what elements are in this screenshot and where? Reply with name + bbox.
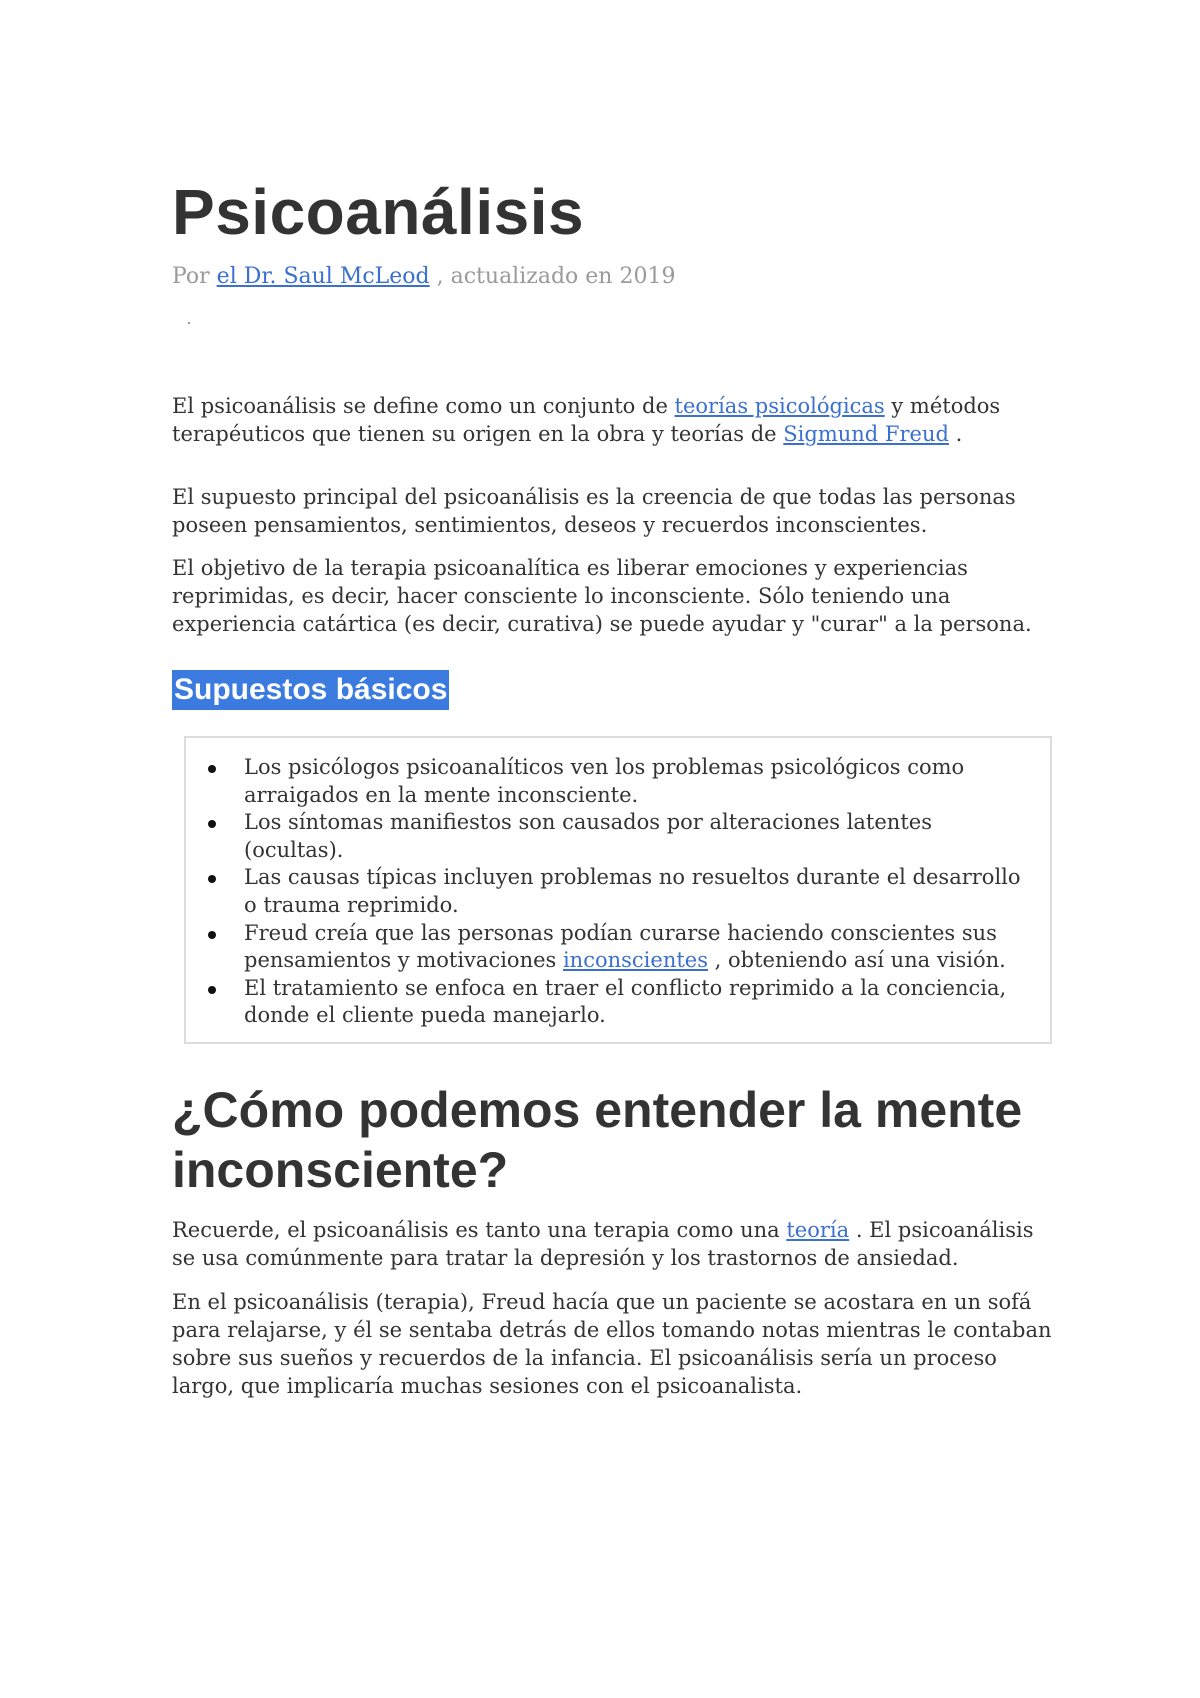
list-item-text: Freud creía que las personas podían curarse haciendo conscientes sus pensamientos y motivaciones <box>244 920 997 973</box>
section-subheading: Supuestos básicos <box>172 670 449 710</box>
intro-text-1: El psicoanálisis se define como un conjunto de <box>172 394 675 418</box>
remember-text-1: Recuerde, el psicoanálisis es tanto una terapia como una <box>172 1218 787 1242</box>
intro-text-2: y métodos terapéuticos que tienen su origen en la obra y teorías de <box>172 394 1001 446</box>
list-item <box>244 920 1024 975</box>
byline-prefix: Por <box>172 264 217 289</box>
list-item-text: Los síntomas manifiestos son causados por alteraciones latentes (ocultas). <box>244 810 932 862</box>
theory-link[interactable]: teoría <box>786 1218 850 1242</box>
list-item <box>244 809 1024 864</box>
sigmund-freud-link[interactable]: Sigmund Freud <box>783 422 949 446</box>
therapy-paragraph: En el psicoanálisis (terapia), Freud hacía que un paciente se acostara en un sofá para relajarse, y él se sentaba detrás de ellos tomando notas mientras le contaban sobre sus sueños y recuerdos de la infancia. El psicoanálisis sería un proceso largo, que implicaría muchas sesiones con el psicoanalista. <box>172 1290 1052 1398</box>
list-item <box>244 864 1024 919</box>
assumptions-list <box>186 738 1050 1030</box>
intro-paragraph <box>172 392 1052 448</box>
bullet-icon <box>208 931 216 939</box>
remember-paragraph <box>172 1216 1052 1272</box>
psych-theories-link[interactable]: teorías psicológicas <box>674 394 885 418</box>
main-assumption-paragraph: El supuesto principal del psicoanálisis es la creencia de que todas las personas poseen pensamientos, sentimientos, deseos y recuerdos inconscientes. <box>172 485 1016 537</box>
list-item <box>244 975 1024 1030</box>
bullet-icon <box>208 765 216 773</box>
author-link[interactable]: el Dr. Saul McLeod <box>216 264 430 289</box>
list-item <box>244 754 1024 809</box>
list-item-text: , obteniendo así una visión. <box>708 948 1006 973</box>
bullet-icon <box>208 820 216 828</box>
byline <box>172 262 675 292</box>
page-title: Psicoanálisis <box>172 176 585 248</box>
list-item-text: Los psicólogos psicoanalíticos ven los problemas psicológicos como arraigados en la mente inconsciente. <box>244 755 965 807</box>
byline-suffix: , actualizado en 2019 <box>429 264 676 289</box>
unconscious-link[interactable]: inconscientes <box>562 948 708 973</box>
assumptions-box <box>184 736 1052 1044</box>
intro-text-3: . <box>948 422 963 446</box>
section-heading: ¿Cómo podemos entender la mente inconsciente? <box>172 1082 1023 1198</box>
bullet-icon <box>208 986 216 994</box>
therapy-goal-paragraph: El objetivo de la terapia psicoanalítica es liberar emociones y experiencias reprimidas, es decir, hacer consciente lo inconsciente. Sólo teniendo una experiencia catártica (es decir, curativa) se puede ayudar y "curar" a la persona. <box>172 556 1032 636</box>
remember-text-2: . El psicoanálisis se usa comúnmente para tratar la depresión y los trastornos de ansiedad. <box>172 1218 1034 1270</box>
divider-dot <box>188 322 190 324</box>
list-item-text: Las causas típicas incluyen problemas no resueltos durante el desarrollo o trauma reprimido. <box>244 865 1021 917</box>
bullet-icon <box>208 875 216 883</box>
list-item-text: El tratamiento se enfoca en traer el conflicto reprimido a la conciencia, donde el cliente pueda manejarlo. <box>244 975 1007 1028</box>
